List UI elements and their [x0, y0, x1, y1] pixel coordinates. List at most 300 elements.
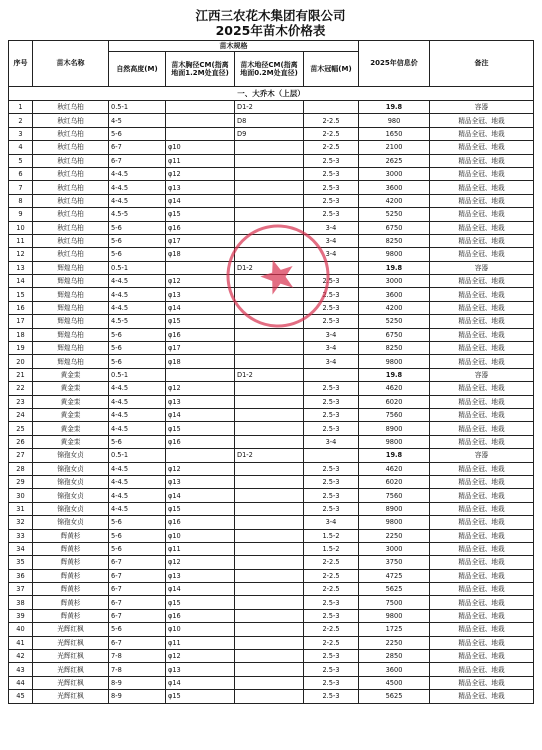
row-crown: 3-4	[304, 516, 359, 529]
row-height: 4-4.5	[109, 275, 166, 288]
row-price: 5250	[359, 208, 430, 221]
row-remark: 精品全冠、地栽	[430, 516, 534, 529]
row-plant-name: 辉黄杉	[33, 596, 109, 609]
table-row	[9, 301, 534, 314]
row-plant-name: 光辉红枫	[33, 636, 109, 649]
row-height: 5-6	[109, 516, 166, 529]
row-plant-name: 光辉红枫	[33, 623, 109, 636]
row-remark: 精品全冠、地栽	[430, 422, 534, 435]
table-row	[9, 248, 534, 261]
row-base-diameter	[235, 475, 304, 488]
row-height: 6-7	[109, 596, 166, 609]
row-plant-name: 辉煌乌桕	[33, 301, 109, 314]
row-crown: 2.5-3	[304, 676, 359, 689]
row-number: 22	[9, 382, 33, 395]
row-base-diameter	[235, 663, 304, 676]
row-crown: 2-2.5	[304, 569, 359, 582]
row-crown: 2.5-3	[304, 395, 359, 408]
row-height: 5-6	[109, 355, 166, 368]
row-base-diameter	[235, 596, 304, 609]
row-price: 1650	[359, 127, 430, 140]
row-number: 29	[9, 475, 33, 488]
row-remark: 精品全冠、地栽	[430, 489, 534, 502]
row-base-diameter	[235, 435, 304, 448]
row-remark: 精品全冠、地栽	[430, 154, 534, 167]
row-price: 19.8	[359, 101, 430, 114]
table-row	[9, 650, 534, 663]
row-plant-name: 秋红乌桕	[33, 208, 109, 221]
row-plant-name: 秋红乌桕	[33, 234, 109, 247]
row-number: 5	[9, 154, 33, 167]
row-crown: 3-4	[304, 221, 359, 234]
row-plant-name: 黄金栾	[33, 422, 109, 435]
table-row	[9, 127, 534, 140]
row-dbh: φ12	[166, 275, 235, 288]
row-plant-name: 锦孢女贞	[33, 449, 109, 462]
row-remark: 精品全冠、地栽	[430, 301, 534, 314]
row-dbh	[166, 114, 235, 127]
row-height: 6-7	[109, 583, 166, 596]
row-number: 27	[9, 449, 33, 462]
row-height: 6-7	[109, 569, 166, 582]
row-base-diameter	[235, 221, 304, 234]
row-dbh: φ13	[166, 663, 235, 676]
row-plant-name: 光辉红枫	[33, 690, 109, 703]
row-crown	[304, 101, 359, 114]
row-number: 35	[9, 556, 33, 569]
row-crown: 2.5-3	[304, 275, 359, 288]
table-row	[9, 275, 534, 288]
row-price: 6020	[359, 475, 430, 488]
table-row	[9, 181, 534, 194]
row-crown: 2.5-3	[304, 194, 359, 207]
row-plant-name: 秋红乌桕	[33, 101, 109, 114]
row-plant-name: 锦孢女贞	[33, 462, 109, 475]
row-price: 9800	[359, 248, 430, 261]
row-number: 32	[9, 516, 33, 529]
row-remark: 精品全冠、地栽	[430, 569, 534, 582]
row-plant-name: 辉黄杉	[33, 542, 109, 555]
row-remark: 精品全冠、地栽	[430, 181, 534, 194]
table-row	[9, 422, 534, 435]
row-price: 19.8	[359, 261, 430, 274]
row-base-diameter	[235, 194, 304, 207]
row-base-diameter	[235, 542, 304, 555]
row-price: 5625	[359, 690, 430, 703]
row-height: 4-4.5	[109, 167, 166, 180]
row-base-diameter	[235, 676, 304, 689]
row-base-diameter: D1-2	[235, 101, 304, 114]
row-remark: 精品全冠、地栽	[430, 194, 534, 207]
row-height: 6-7	[109, 154, 166, 167]
row-remark: 精品全冠、地栽	[430, 435, 534, 448]
table-row	[9, 208, 534, 221]
row-price: 980	[359, 114, 430, 127]
row-remark: 容器	[430, 368, 534, 381]
row-height: 4-4.5	[109, 462, 166, 475]
row-price: 3000	[359, 275, 430, 288]
table-row	[9, 623, 534, 636]
table-row	[9, 569, 534, 582]
table-row	[9, 141, 534, 154]
header-remark: 备注	[430, 41, 534, 87]
row-number: 10	[9, 221, 33, 234]
row-remark: 精品全冠、地栽	[430, 556, 534, 569]
row-dbh: φ14	[166, 583, 235, 596]
row-number: 4	[9, 141, 33, 154]
row-number: 18	[9, 328, 33, 341]
price-table	[8, 40, 534, 704]
row-remark: 精品全冠、地栽	[430, 475, 534, 488]
row-crown: 2.5-3	[304, 489, 359, 502]
table-row	[9, 408, 534, 421]
row-plant-name: 辉黄杉	[33, 569, 109, 582]
row-price: 6020	[359, 395, 430, 408]
row-number: 11	[9, 234, 33, 247]
row-price: 2250	[359, 529, 430, 542]
table-row	[9, 315, 534, 328]
row-plant-name: 秋红乌桕	[33, 221, 109, 234]
row-price: 4725	[359, 569, 430, 582]
row-plant-name: 秋红乌桕	[33, 127, 109, 140]
row-crown: 2-2.5	[304, 127, 359, 140]
row-crown: 2.5-3	[304, 475, 359, 488]
row-dbh: φ17	[166, 342, 235, 355]
row-base-diameter	[235, 355, 304, 368]
row-price: 7560	[359, 489, 430, 502]
row-base-diameter	[235, 609, 304, 622]
row-number: 31	[9, 502, 33, 515]
table-row	[9, 475, 534, 488]
row-crown	[304, 261, 359, 274]
table-row	[9, 462, 534, 475]
row-remark: 精品全冠、地栽	[430, 650, 534, 663]
row-height: 5-6	[109, 328, 166, 341]
row-dbh: φ11	[166, 542, 235, 555]
row-height: 4-4.5	[109, 181, 166, 194]
row-price: 3750	[359, 556, 430, 569]
row-remark: 精品全冠、地栽	[430, 221, 534, 234]
row-price: 3600	[359, 663, 430, 676]
price-list-page	[8, 8, 533, 704]
row-price: 8250	[359, 342, 430, 355]
table-row	[9, 328, 534, 341]
row-crown: 2.5-3	[304, 315, 359, 328]
row-base-diameter	[235, 583, 304, 596]
table-row	[9, 516, 534, 529]
row-base-diameter	[235, 141, 304, 154]
row-number: 44	[9, 676, 33, 689]
row-height: 4-4.5	[109, 489, 166, 502]
row-crown: 2.5-3	[304, 596, 359, 609]
row-remark: 容器	[430, 101, 534, 114]
row-crown: 2.5-3	[304, 181, 359, 194]
row-remark: 精品全冠、地栽	[430, 248, 534, 261]
row-plant-name: 辉煌乌桕	[33, 288, 109, 301]
row-remark: 精品全冠、地栽	[430, 234, 534, 247]
row-number: 25	[9, 422, 33, 435]
header-crown: 苗木冠幅(M)	[304, 52, 359, 87]
row-base-diameter	[235, 167, 304, 180]
row-remark: 精品全冠、地栽	[430, 382, 534, 395]
row-base-diameter	[235, 342, 304, 355]
row-base-diameter	[235, 328, 304, 341]
row-remark: 精品全冠、地栽	[430, 275, 534, 288]
row-dbh	[166, 127, 235, 140]
row-number: 24	[9, 408, 33, 421]
row-number: 1	[9, 101, 33, 114]
row-remark: 精品全冠、地栽	[430, 676, 534, 689]
row-height: 7-8	[109, 650, 166, 663]
document-title: 2025年苗木价格表	[215, 23, 326, 38]
row-remark: 精品全冠、地栽	[430, 529, 534, 542]
row-number: 7	[9, 181, 33, 194]
row-height: 0.5-1	[109, 101, 166, 114]
row-base-diameter	[235, 690, 304, 703]
row-remark: 精品全冠、地栽	[430, 596, 534, 609]
row-dbh: φ10	[166, 141, 235, 154]
table-row	[9, 342, 534, 355]
row-number: 14	[9, 275, 33, 288]
row-plant-name: 辉黄杉	[33, 556, 109, 569]
row-plant-name: 辉黄杉	[33, 609, 109, 622]
row-number: 15	[9, 288, 33, 301]
row-base-diameter	[235, 181, 304, 194]
company-title: 江西三农花木集团有限公司	[195, 8, 346, 23]
row-crown: 2-2.5	[304, 623, 359, 636]
row-plant-name: 辉煌乌桕	[33, 315, 109, 328]
row-dbh: φ13	[166, 181, 235, 194]
row-dbh: φ15	[166, 690, 235, 703]
row-price: 1725	[359, 623, 430, 636]
row-price: 8900	[359, 502, 430, 515]
row-plant-name: 辉黄杉	[33, 583, 109, 596]
row-crown: 2-2.5	[304, 114, 359, 127]
row-height: 4.5-5	[109, 208, 166, 221]
row-price: 9800	[359, 609, 430, 622]
row-height: 6-7	[109, 141, 166, 154]
row-number: 30	[9, 489, 33, 502]
row-base-diameter: D9	[235, 127, 304, 140]
row-crown: 2-2.5	[304, 556, 359, 569]
header-base-diameter: 苗木地径CM(指离地面0.2M处直径)	[235, 52, 304, 87]
header-spec-group: 苗木规格	[109, 41, 359, 52]
row-base-diameter	[235, 408, 304, 421]
row-remark: 精品全冠、地栽	[430, 141, 534, 154]
row-number: 19	[9, 342, 33, 355]
row-dbh: φ14	[166, 489, 235, 502]
row-crown: 3-4	[304, 234, 359, 247]
row-price: 7560	[359, 408, 430, 421]
row-base-diameter	[235, 529, 304, 542]
header-no: 序号	[9, 41, 33, 87]
row-base-diameter: D1-2	[235, 449, 304, 462]
row-remark: 精品全冠、地栽	[430, 127, 534, 140]
row-plant-name: 黄金栾	[33, 382, 109, 395]
row-dbh	[166, 101, 235, 114]
table-row	[9, 542, 534, 555]
row-plant-name: 黄金栾	[33, 435, 109, 448]
row-price: 3600	[359, 181, 430, 194]
table-row	[9, 596, 534, 609]
row-plant-name: 秋红乌桕	[33, 181, 109, 194]
row-crown: 3-4	[304, 248, 359, 261]
row-dbh: φ12	[166, 167, 235, 180]
row-dbh: φ12	[166, 382, 235, 395]
row-height: 5-6	[109, 234, 166, 247]
row-dbh: φ14	[166, 676, 235, 689]
row-height: 5-6	[109, 248, 166, 261]
row-remark: 精品全冠、地栽	[430, 355, 534, 368]
row-remark: 精品全冠、地栽	[430, 542, 534, 555]
row-plant-name: 锦孢女贞	[33, 489, 109, 502]
row-price: 4620	[359, 382, 430, 395]
table-row	[9, 502, 534, 515]
row-price: 8250	[359, 234, 430, 247]
header-dbh: 苗木胸径CM(指离地面1.2M处直径)	[166, 52, 235, 87]
row-remark: 容器	[430, 449, 534, 462]
row-crown: 2-2.5	[304, 141, 359, 154]
table-row	[9, 583, 534, 596]
row-height: 5-6	[109, 623, 166, 636]
table-row	[9, 101, 534, 114]
row-crown	[304, 449, 359, 462]
row-number: 12	[9, 248, 33, 261]
row-price: 3000	[359, 167, 430, 180]
row-number: 40	[9, 623, 33, 636]
table-row	[9, 194, 534, 207]
row-base-diameter	[235, 502, 304, 515]
row-number: 9	[9, 208, 33, 221]
row-remark: 精品全冠、地栽	[430, 636, 534, 649]
row-number: 13	[9, 261, 33, 274]
table-row	[9, 167, 534, 180]
row-base-diameter	[235, 275, 304, 288]
row-price: 7500	[359, 596, 430, 609]
row-dbh: φ18	[166, 248, 235, 261]
row-plant-name: 秋红乌桕	[33, 141, 109, 154]
row-number: 34	[9, 542, 33, 555]
row-price: 4500	[359, 676, 430, 689]
row-remark: 精品全冠、地栽	[430, 408, 534, 421]
row-plant-name: 秋红乌桕	[33, 114, 109, 127]
row-height: 7-8	[109, 663, 166, 676]
row-crown: 1.5-2	[304, 529, 359, 542]
row-plant-name: 秋红乌桕	[33, 154, 109, 167]
row-dbh: φ18	[166, 355, 235, 368]
row-height: 5-6	[109, 542, 166, 555]
row-crown: 1.5-2	[304, 542, 359, 555]
row-plant-name: 秋红乌桕	[33, 248, 109, 261]
header-height: 自然高度(M)	[109, 52, 166, 87]
row-number: 45	[9, 690, 33, 703]
row-crown: 2.5-3	[304, 408, 359, 421]
row-price: 3600	[359, 288, 430, 301]
row-dbh: φ13	[166, 395, 235, 408]
row-plant-name: 光辉红枫	[33, 663, 109, 676]
row-price: 3000	[359, 542, 430, 555]
row-dbh: φ11	[166, 154, 235, 167]
table-row	[9, 355, 534, 368]
row-number: 43	[9, 663, 33, 676]
row-remark: 精品全冠、地栽	[430, 663, 534, 676]
row-remark: 精品全冠、地栽	[430, 328, 534, 341]
row-crown: 2.5-3	[304, 167, 359, 180]
row-remark: 精品全冠、地栽	[430, 462, 534, 475]
row-number: 41	[9, 636, 33, 649]
row-remark: 精品全冠、地栽	[430, 502, 534, 515]
row-base-diameter	[235, 569, 304, 582]
table-row	[9, 154, 534, 167]
row-crown: 2.5-3	[304, 663, 359, 676]
row-height: 0.5-1	[109, 449, 166, 462]
table-row	[9, 234, 534, 247]
row-number: 2	[9, 114, 33, 127]
row-crown: 2-2.5	[304, 636, 359, 649]
row-base-diameter	[235, 208, 304, 221]
row-plant-name: 黄金栾	[33, 408, 109, 421]
table-row	[9, 288, 534, 301]
row-remark: 精品全冠、地栽	[430, 288, 534, 301]
row-plant-name: 秋红乌桕	[33, 194, 109, 207]
row-plant-name: 辉煌乌桕	[33, 342, 109, 355]
row-dbh: φ12	[166, 462, 235, 475]
row-crown: 2.5-3	[304, 288, 359, 301]
row-base-diameter	[235, 462, 304, 475]
row-height: 4-4.5	[109, 422, 166, 435]
row-price: 5250	[359, 315, 430, 328]
row-price: 9800	[359, 355, 430, 368]
row-dbh: φ12	[166, 556, 235, 569]
header-price: 2025年信息价	[359, 41, 430, 87]
row-height: 4-4.5	[109, 408, 166, 421]
table-row	[9, 449, 534, 462]
row-price: 4200	[359, 194, 430, 207]
row-dbh: φ14	[166, 194, 235, 207]
table-row	[9, 114, 534, 127]
row-height: 6-7	[109, 609, 166, 622]
row-number: 28	[9, 462, 33, 475]
row-dbh: φ14	[166, 301, 235, 314]
row-number: 38	[9, 596, 33, 609]
row-base-diameter	[235, 301, 304, 314]
row-dbh: φ13	[166, 288, 235, 301]
row-price: 8900	[359, 422, 430, 435]
row-dbh	[166, 449, 235, 462]
row-dbh: φ16	[166, 609, 235, 622]
row-number: 17	[9, 315, 33, 328]
row-dbh: φ16	[166, 221, 235, 234]
row-crown: 2.5-3	[304, 208, 359, 221]
table-row	[9, 368, 534, 381]
row-height: 5-6	[109, 342, 166, 355]
row-dbh: φ13	[166, 475, 235, 488]
row-height: 8-9	[109, 676, 166, 689]
row-dbh: φ14	[166, 408, 235, 421]
table-row	[9, 489, 534, 502]
row-number: 39	[9, 609, 33, 622]
row-base-diameter	[235, 422, 304, 435]
table-row	[9, 556, 534, 569]
row-price: 2100	[359, 141, 430, 154]
row-crown: 2.5-3	[304, 650, 359, 663]
row-height: 4-4.5	[109, 301, 166, 314]
row-plant-name: 秋红乌桕	[33, 167, 109, 180]
row-remark: 精品全冠、地栽	[430, 583, 534, 596]
header-name: 苗木名称	[33, 41, 109, 87]
row-number: 16	[9, 301, 33, 314]
row-height: 6-7	[109, 636, 166, 649]
